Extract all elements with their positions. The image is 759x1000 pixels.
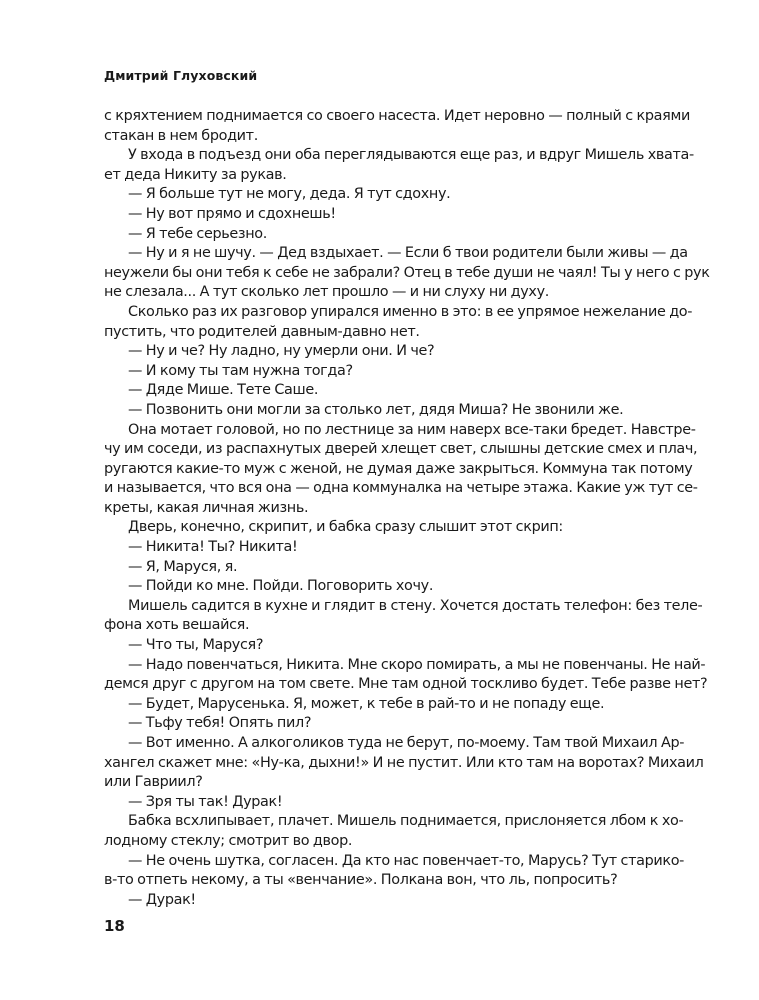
text-line: Дверь, конечно, скрипит, и бабка сразу слышит этот скрип: [128,519,563,536]
text-line: — Будет, Марусенька. Я, может, к тебе в рай-то и не попаду еще. [128,695,605,712]
text-line: — Ну вот прямо и сдохнешь! [128,205,336,222]
text-line: неужели бы они тебя к себе не забрали? Отец в тебе души не чаял! Ты у него с рук [104,264,710,281]
running-header-author: Дмитрий Глуховский [104,68,258,83]
text-line: — Вот именно. А алкоголиков туда не берут, по-моему. Там твой Михаил Ар- [128,735,685,751]
text-line: У входа в подъезд они оба переглядываются еще раз, и вдруг Мишель хвата- [128,147,694,164]
text-line: — Дурак! [128,891,196,908]
text-line: стакан в нем бродит. [104,127,258,144]
text-line: фона хоть вешайся. [104,617,250,634]
text-line: — И кому ты там нужна тогда? [128,362,353,379]
text-line: с кряхтением поднимается со своего насеста. Идет неровно — полный с краями [104,108,690,124]
text-line: креты, какая личная жизнь. [104,499,309,516]
text-line: — Не очень шутка, согласен. Да кто нас повенчает-то, Марусь? Тут старико- [128,852,685,869]
text-line: — Позвонить они могли за столько лет, дядя Миша? Не звонили же. [128,401,624,418]
text-line: — Что ты, Маруся? [128,637,264,654]
text-line: и называется, что вся она — одна коммуналка на четыре этажа. Какие уж тут се- [104,480,698,497]
text-line: — Пойди ко мне. Пойди. Поговорить хочу. [128,578,434,595]
page-body-text [104,107,710,910]
page-number: 18 [104,917,125,935]
text-line: — Дяде Мише. Тете Саше. [128,382,319,399]
text-line: — Зря ты так! Дурак! [128,793,283,810]
text-line: ет деда Никиту за рукав. [104,166,287,183]
text-line: в-то отпеть некому, а ты «венчание». Полкана вон, что ль, попросить? [104,872,618,889]
text-line: — Надо повенчаться, Никита. Мне скоро помирать, а мы не повенчаны. Не най- [128,656,706,673]
text-line: — Тьфу тебя! Опять пил? [128,715,312,732]
text-line: лодному стеклу; смотрит во двор. [104,832,353,849]
text-line: Она мотает головой, но по лестнице за ним наверх все-таки бредет. Навстре- [128,421,696,438]
text-line: хангел скажет мне: «Ну-ка, дыхни!» И не пустит. Или кто там на воротах? Михаил [104,754,704,771]
text-line: Бабка всхлипывает, плачет. Мишель поднимается, прислоняется лбом к хо- [128,813,684,830]
text-line: демся друг с другом на том свете. Мне там одной тоскливо будет. Тебе разве нет? [104,676,708,693]
text-line: — Ну и я не шучу. — Дед вздыхает. — Если б твои родители были живы — да [128,245,688,262]
text-line: пустить, что родителей давным-давно нет. [104,323,420,340]
text-line: чу им соседи, из распахнутых дверей хлещет свет, слышны детские смех и плач, [104,441,698,458]
text-line: — Я больше тут не могу, деда. Я тут сдохну. [128,186,451,203]
text-line: Сколько раз их разговор упирался именно в это: в ее упрямое нежелание до- [128,303,693,320]
text-line: — Я, Маруся, я. [128,558,238,575]
text-line: — Ну и че? Ну ладно, ну умерли они. И че? [128,343,435,360]
text-line: Мишель садится в кухне и глядит в стену. Хочется достать телефон: без теле- [128,597,703,614]
text-line: — Никита! Ты? Никита! [128,539,298,556]
text-line: или Гавриил? [104,774,203,791]
text-line: ругаются какие-то муж с женой, не думая даже закрыться. Коммуна так потому [104,460,693,477]
text-line: не слезала... А тут сколько лет прошло — и ни слуху ни духу. [104,284,549,301]
text-line: — Я тебе серьезно. [128,225,267,242]
